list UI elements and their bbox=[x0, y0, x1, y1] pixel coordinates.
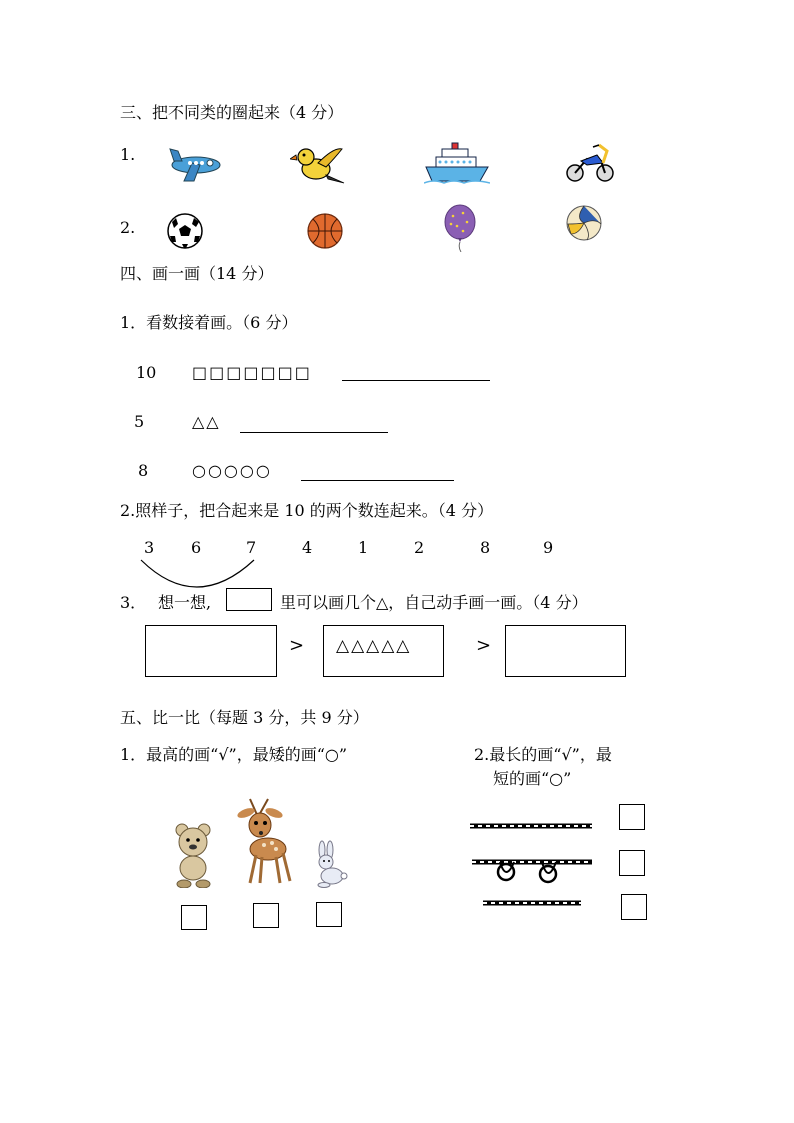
connect-number[interactable]: 8 bbox=[480, 538, 491, 557]
section3-title: 三、把不同类的圈起来（4 分） bbox=[120, 103, 344, 122]
q2-title: 2.照样子，把合起来是 10 的两个数连起来。（4 分） bbox=[120, 501, 494, 520]
draw-row-shapes-2: △△ bbox=[192, 412, 221, 431]
q3-text-before: 想一想, bbox=[158, 593, 212, 612]
connect-number[interactable]: 7 bbox=[246, 538, 257, 557]
connect-number[interactable]: 4 bbox=[302, 538, 313, 557]
connect-number[interactable]: 2 bbox=[414, 538, 425, 557]
motorcycle-icon[interactable] bbox=[563, 141, 617, 183]
answer-box-rabbit[interactable] bbox=[316, 902, 342, 927]
draw-row-number-1: 10 bbox=[136, 363, 157, 382]
connect-number[interactable]: 6 bbox=[191, 538, 202, 557]
answer-box-rope-1[interactable] bbox=[619, 804, 645, 830]
answer-box-rope-3[interactable] bbox=[621, 894, 647, 920]
draw-box-left[interactable] bbox=[145, 625, 277, 677]
rope-knotted-icon bbox=[470, 848, 596, 888]
q3-text-after: 里可以画几个△，自己动手画一画。（4 分） bbox=[280, 593, 588, 612]
answer-line-3[interactable] bbox=[301, 480, 454, 481]
draw-row-shapes-1: □□□□□□□ bbox=[192, 363, 312, 382]
rope-long-icon bbox=[468, 818, 596, 834]
triangle-box-middle bbox=[323, 625, 444, 677]
draw-box-right[interactable] bbox=[505, 625, 626, 677]
row1-label: 1. bbox=[120, 145, 136, 164]
airplane-icon[interactable] bbox=[166, 143, 226, 185]
connect-number[interactable]: 3 bbox=[144, 538, 155, 557]
q3-inline-box bbox=[226, 588, 272, 611]
section5-title: 五、比一比（每题 3 分，共 9 分） bbox=[120, 708, 369, 727]
connect-number[interactable]: 1 bbox=[358, 538, 369, 557]
basketball-icon[interactable] bbox=[306, 212, 344, 250]
compare-q2-text-line1: 2.最长的画“√”，最 bbox=[474, 745, 612, 764]
connect-number[interactable]: 9 bbox=[543, 538, 554, 557]
compare-q1-text: 1．最高的画“√”，最矮的画“○” bbox=[120, 745, 348, 764]
q1-title: 1．看数接着画。（6 分） bbox=[120, 313, 298, 332]
draw-row-number-2: 5 bbox=[134, 412, 145, 431]
draw-row-number-3: 8 bbox=[138, 461, 149, 480]
answer-line-1[interactable] bbox=[342, 380, 490, 381]
answer-line-2[interactable] bbox=[240, 432, 388, 433]
soccer-ball-icon[interactable] bbox=[166, 212, 204, 250]
q3-label: 3． bbox=[120, 593, 147, 612]
triangle-row: △△△△△ bbox=[336, 636, 412, 656]
bear-icon bbox=[170, 822, 218, 888]
rabbit-icon bbox=[306, 840, 350, 888]
section4-title: 四、画一画（14 分） bbox=[120, 264, 274, 283]
greater-than-sign: > bbox=[476, 635, 492, 656]
ship-icon[interactable] bbox=[424, 141, 490, 185]
rope-short-icon bbox=[481, 896, 585, 910]
bird-icon[interactable] bbox=[290, 143, 346, 189]
answer-box-rope-2[interactable] bbox=[619, 850, 645, 876]
volleyball-icon[interactable] bbox=[565, 204, 603, 242]
draw-row-shapes-3: ○○○○○ bbox=[192, 461, 272, 480]
compare-q2-text-line2: 短的画“○” bbox=[493, 769, 572, 788]
balloon-icon[interactable] bbox=[441, 204, 479, 252]
greater-than-sign: > bbox=[289, 635, 305, 656]
deer-icon bbox=[228, 797, 298, 887]
row2-label: 2. bbox=[120, 218, 136, 237]
example-connect-arc bbox=[138, 556, 258, 590]
answer-box-bear[interactable] bbox=[181, 905, 207, 930]
answer-box-deer[interactable] bbox=[253, 903, 279, 928]
